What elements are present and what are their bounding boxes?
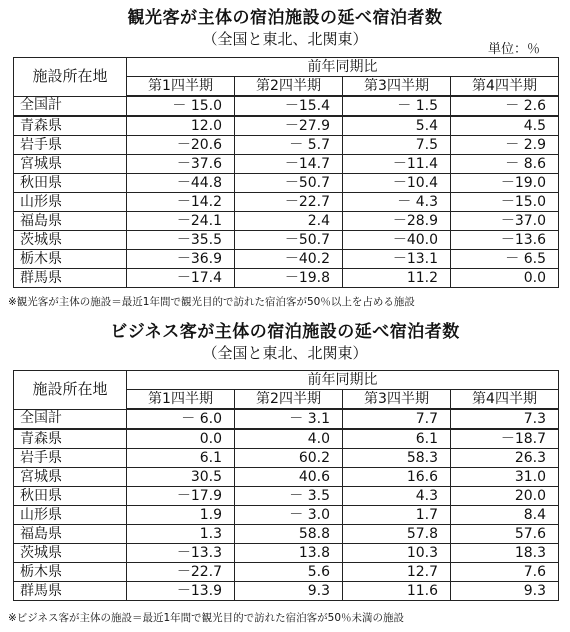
q3-value-cell: 7.7 — [343, 409, 451, 429]
business-table — [13, 370, 559, 601]
q1-value-cell: －36.9 — [127, 250, 235, 269]
q4-value-cell: －15.0 — [451, 193, 559, 212]
q3-value-cell: 16.6 — [343, 468, 451, 487]
prefecture-cell: 福島県 — [14, 525, 127, 544]
q3-value-cell: 12.7 — [343, 563, 451, 582]
tourist-table — [13, 57, 559, 288]
table-row — [14, 544, 559, 563]
q3-value-cell: 57.8 — [343, 525, 451, 544]
q1-header: 第1四半期 — [127, 390, 235, 410]
table-row — [14, 155, 559, 174]
table-row — [14, 563, 559, 582]
table1-note: ※観光客が主体の施設＝最近1年間で観光目的で訪れた宿泊客が50％以上を占める施設 — [8, 296, 415, 308]
q3-value-cell: －40.0 — [343, 231, 451, 250]
table-row — [14, 212, 559, 231]
q3-value-cell: 11.2 — [343, 269, 451, 288]
q3-header: 第3四半期 — [343, 390, 451, 410]
q2-value-cell: －27.9 — [235, 116, 343, 136]
q1-value-cell: －24.1 — [127, 212, 235, 231]
q2-value-cell: － 3.5 — [235, 487, 343, 506]
q1-value-cell: －35.5 — [127, 231, 235, 250]
q1-value-cell: －22.7 — [127, 563, 235, 582]
prefecture-cell: 青森県 — [14, 429, 127, 449]
table-row — [14, 269, 559, 288]
prefecture-cell: 青森県 — [14, 116, 127, 136]
prefecture-cell: 秋田県 — [14, 487, 127, 506]
table-row — [14, 525, 559, 544]
q3-value-cell: 4.3 — [343, 487, 451, 506]
table-row — [14, 468, 559, 487]
q2-value-cell: 58.8 — [235, 525, 343, 544]
q2-value-cell: －22.7 — [235, 193, 343, 212]
q3-value-cell: －13.1 — [343, 250, 451, 269]
q1-value-cell: － 6.0 — [127, 409, 235, 429]
prefecture-cell: 宮城県 — [14, 155, 127, 174]
prefecture-cell: 山形県 — [14, 506, 127, 525]
table2-title: ビジネス客が主体の宿泊施設の延べ宿泊者数 — [110, 322, 460, 342]
q2-value-cell: 40.6 — [235, 468, 343, 487]
q2-value-cell: － 3.1 — [235, 409, 343, 429]
table-row — [14, 506, 559, 525]
q3-value-cell: 7.5 — [343, 136, 451, 155]
q3-value-cell: 10.3 — [343, 544, 451, 563]
table-row — [14, 449, 559, 468]
table-row — [14, 136, 559, 155]
q3-value-cell: 58.3 — [343, 449, 451, 468]
q1-value-cell: －14.2 — [127, 193, 235, 212]
q2-value-cell: 4.0 — [235, 429, 343, 449]
q4-value-cell: －37.0 — [451, 212, 559, 231]
q2-value-cell: 60.2 — [235, 449, 343, 468]
q1-value-cell: 6.1 — [127, 449, 235, 468]
q4-value-cell: 20.0 — [451, 487, 559, 506]
q2-value-cell: －14.7 — [235, 155, 343, 174]
q3-value-cell: － 1.5 — [343, 96, 451, 116]
q1-value-cell: 1.3 — [127, 525, 235, 544]
table2-note: ※ビジネス客が主体の施設＝最近1年間で観光目的で訪れた宿泊客が50％未満の施設 — [8, 612, 405, 624]
tourist-table-body — [14, 96, 559, 288]
table1-title: 観光客が主体の宿泊施設の延べ宿泊者数 — [127, 8, 443, 28]
q2-value-cell: 2.4 — [235, 212, 343, 231]
table-row — [14, 250, 559, 269]
q1-header: 第1四半期 — [127, 77, 235, 97]
q1-value-cell: 30.5 — [127, 468, 235, 487]
prefecture-cell: 宮城県 — [14, 468, 127, 487]
prefecture-cell: 茨城県 — [14, 231, 127, 250]
prefecture-cell: 福島県 — [14, 212, 127, 231]
q4-value-cell: －13.6 — [451, 231, 559, 250]
prefecture-cell: 群馬県 — [14, 582, 127, 601]
q3-value-cell: 11.6 — [343, 582, 451, 601]
q2-value-cell: －15.4 — [235, 96, 343, 116]
table-row — [14, 487, 559, 506]
q4-header: 第4四半期 — [451, 77, 559, 97]
q4-value-cell: 7.3 — [451, 409, 559, 429]
q4-value-cell: － 2.6 — [451, 96, 559, 116]
q1-value-cell: － 15.0 — [127, 96, 235, 116]
q2-value-cell: 13.8 — [235, 544, 343, 563]
q4-value-cell: 7.6 — [451, 563, 559, 582]
q3-value-cell: 5.4 — [343, 116, 451, 136]
q4-value-cell: 57.6 — [451, 525, 559, 544]
q2-value-cell: － 5.7 — [235, 136, 343, 155]
q1-value-cell: 0.0 — [127, 429, 235, 449]
table-row — [14, 174, 559, 193]
q3-value-cell: －10.4 — [343, 174, 451, 193]
table2-subtitle: （全国と東北、北関東） — [202, 344, 368, 362]
q4-value-cell: －19.0 — [451, 174, 559, 193]
q4-value-cell: － 8.6 — [451, 155, 559, 174]
location-header: 施設所在地 — [14, 58, 127, 97]
q3-header: 第3四半期 — [343, 77, 451, 97]
q2-value-cell: 9.3 — [235, 582, 343, 601]
q3-value-cell: －11.4 — [343, 155, 451, 174]
q2-value-cell: 5.6 — [235, 563, 343, 582]
q4-value-cell: 0.0 — [451, 269, 559, 288]
q3-value-cell: －28.9 — [343, 212, 451, 231]
q4-value-cell: 9.3 — [451, 582, 559, 601]
table-row — [14, 231, 559, 250]
q1-value-cell: －17.9 — [127, 487, 235, 506]
q1-value-cell: －44.8 — [127, 174, 235, 193]
prefecture-cell: 群馬県 — [14, 269, 127, 288]
table-row — [14, 193, 559, 212]
prefecture-cell: 全国計 — [14, 96, 127, 116]
q4-value-cell: －18.7 — [451, 429, 559, 449]
q2-value-cell: －19.8 — [235, 269, 343, 288]
q2-value-cell: － 3.0 — [235, 506, 343, 525]
business-table-body — [14, 409, 559, 601]
q4-value-cell: － 6.5 — [451, 250, 559, 269]
prefecture-cell: 岩手県 — [14, 449, 127, 468]
table1-subtitle: （全国と東北、北関東） — [202, 30, 368, 48]
q2-header: 第2四半期 — [235, 390, 343, 410]
q1-value-cell: －37.6 — [127, 155, 235, 174]
q1-value-cell: －13.9 — [127, 582, 235, 601]
q4-value-cell: 4.5 — [451, 116, 559, 136]
q1-value-cell: －13.3 — [127, 544, 235, 563]
q4-value-cell: 26.3 — [451, 449, 559, 468]
q1-value-cell: －17.4 — [127, 269, 235, 288]
q2-value-cell: －50.7 — [235, 231, 343, 250]
q1-value-cell: －20.6 — [127, 136, 235, 155]
q4-header: 第4四半期 — [451, 390, 559, 410]
prefecture-cell: 茨城県 — [14, 544, 127, 563]
table-row — [14, 429, 559, 449]
location-header: 施設所在地 — [14, 371, 127, 410]
q3-value-cell: 1.7 — [343, 506, 451, 525]
q3-value-cell: 6.1 — [343, 429, 451, 449]
unit-label: 単位：％ — [487, 42, 540, 57]
table-row — [14, 116, 559, 136]
prefecture-cell: 栃木県 — [14, 563, 127, 582]
q2-value-cell: －40.2 — [235, 250, 343, 269]
q4-value-cell: 8.4 — [451, 506, 559, 525]
q4-value-cell: 18.3 — [451, 544, 559, 563]
prefecture-cell: 山形県 — [14, 193, 127, 212]
prefecture-cell: 栃木県 — [14, 250, 127, 269]
table-row — [14, 582, 559, 601]
q1-value-cell: 1.9 — [127, 506, 235, 525]
q4-value-cell: － 2.9 — [451, 136, 559, 155]
q4-value-cell: 31.0 — [451, 468, 559, 487]
prefecture-cell: 秋田県 — [14, 174, 127, 193]
q3-value-cell: － 4.3 — [343, 193, 451, 212]
q2-value-cell: －50.7 — [235, 174, 343, 193]
q1-value-cell: 12.0 — [127, 116, 235, 136]
table-row — [14, 96, 559, 116]
yoy-header: 前年同期比 — [127, 371, 559, 390]
q2-header: 第2四半期 — [235, 77, 343, 97]
table-row — [14, 409, 559, 429]
prefecture-cell: 岩手県 — [14, 136, 127, 155]
yoy-header: 前年同期比 — [127, 58, 559, 77]
prefecture-cell: 全国計 — [14, 409, 127, 429]
